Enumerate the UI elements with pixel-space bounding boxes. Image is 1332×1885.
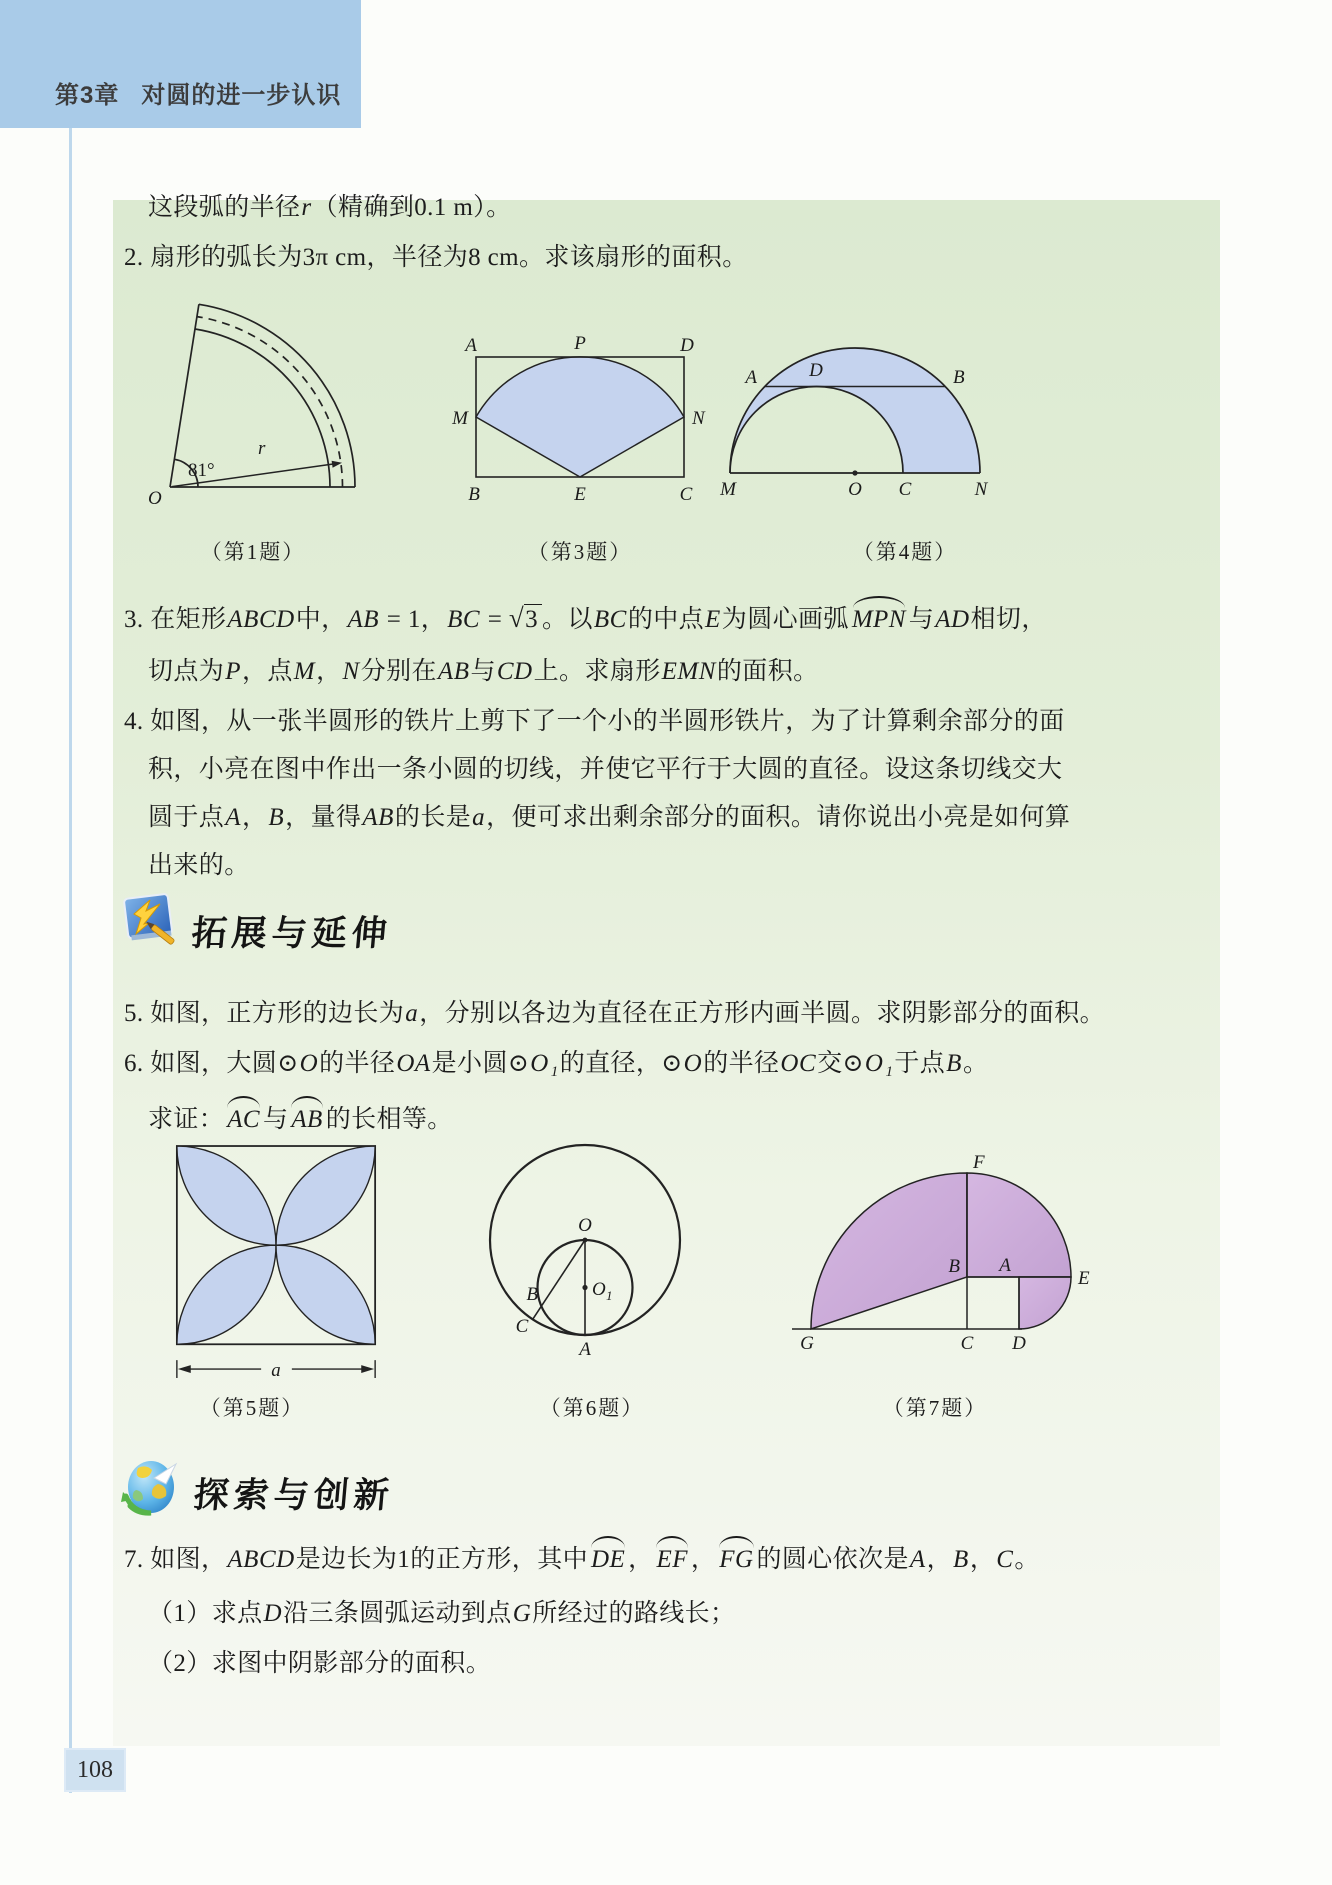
- label-G: G: [800, 1333, 814, 1354]
- chapter-header: [0, 0, 361, 128]
- problem6-line1: 6. 如图，大圆⊙O的半径OA是小圆⊙O 1的直径，⊙O的半径OC交⊙O 1于点B。: [124, 1050, 989, 1080]
- label-B: B: [953, 367, 965, 388]
- extend-section-title: 拓展与延伸: [190, 914, 394, 953]
- sector-EMN: [476, 357, 684, 477]
- shaded-quarter-FG: [811, 1173, 967, 1329]
- label-D: D: [1012, 1333, 1026, 1354]
- angle-label: 81°: [188, 460, 215, 481]
- petal-top-left: [177, 1146, 276, 1245]
- shaded-quarter-EF: [967, 1173, 1071, 1277]
- problem3-line1: 3. 在矩形ABCD中，AB = 1，BC = √3 。以BC的中点E为圆心画弧 MPN 与AD相切，: [124, 600, 1047, 638]
- figure-problem4: [695, 345, 1015, 505]
- explore-icon: [118, 1450, 184, 1520]
- shaded-quarter-DE: [1019, 1277, 1071, 1329]
- problem3-line2: 切点为P，点M，N分别在AB与CD上。求扇形EMN的面积。: [148, 658, 819, 685]
- label-B: B: [948, 1256, 960, 1277]
- problem4-line4: 出来的。: [148, 852, 250, 879]
- figure-problem6: [468, 1138, 702, 1372]
- dim-arrow-right: [361, 1365, 374, 1373]
- problem7-line3: （2）求图中阴影部分的面积。: [148, 1650, 492, 1677]
- label-D: D: [680, 335, 694, 356]
- explore-section-title: 探索与创新: [192, 1476, 396, 1515]
- label-C: C: [515, 1316, 529, 1337]
- label-F: F: [973, 1152, 985, 1173]
- chapter-number: 第3章: [55, 82, 120, 109]
- figure-problem1: [140, 292, 450, 510]
- label-B: B: [468, 484, 480, 505]
- label-E: E: [1078, 1268, 1090, 1289]
- figure5-caption: （第5题）: [199, 1396, 305, 1420]
- mid-dashed-arc: [197, 317, 343, 487]
- label-A: A: [465, 335, 477, 356]
- label-O: O: [848, 479, 862, 500]
- outer-arc: [199, 304, 355, 487]
- r-label: r: [258, 438, 266, 459]
- label-C: C: [898, 479, 912, 500]
- origin-label: O: [148, 488, 162, 509]
- label-E: E: [574, 484, 586, 505]
- label-N: N: [692, 408, 705, 429]
- figure4-caption: （第4题）: [852, 540, 958, 564]
- figure-problem7: [752, 1152, 1097, 1362]
- petal-bottom-left: [177, 1245, 276, 1344]
- problem4-line1: 4. 如图，从一张半圆形的铁片上剪下了一个小的半圆形铁片，为了计算剩余部分的面: [124, 708, 1065, 735]
- problem4-line3: 圆于点A，B，量得AB的长是a，便可求出剩余部分的面积。请你说出小亮是如何算: [148, 804, 1071, 831]
- figure1-caption: （第1题）: [200, 540, 306, 564]
- label-O1: O: [592, 1279, 606, 1300]
- r-arrowhead: [332, 461, 342, 468]
- problem4-line2: 积，小亮在图中作出一条小圆的切线，并使它平行于大圆的直径。设这条切线交大: [148, 756, 1063, 783]
- extend-icon: [120, 888, 184, 954]
- inner-arc: [195, 329, 330, 487]
- problem7-line2: （1）求点D沿三条圆弧运动到点G所经过的路线长；: [148, 1600, 736, 1627]
- petal-top-right: [276, 1146, 375, 1245]
- figure7-caption: （第7题）: [882, 1396, 988, 1420]
- figure-problem3: [430, 335, 730, 505]
- label-M: M: [452, 408, 468, 429]
- label-A: A: [999, 1255, 1011, 1276]
- figure-problem5: [162, 1142, 390, 1382]
- label-C: C: [679, 484, 693, 505]
- label-O1-sub: 1: [606, 1288, 613, 1303]
- label-P: P: [574, 335, 586, 354]
- label-M: M: [720, 479, 736, 500]
- petal-bottom-right: [276, 1245, 375, 1344]
- dim-arrow-left: [178, 1365, 191, 1373]
- label-A: A: [745, 367, 757, 388]
- center-O-dot: [852, 470, 857, 475]
- label-D: D: [809, 360, 823, 381]
- chapter-title: 对圆的进一步认识: [141, 82, 342, 109]
- page-number: 108: [64, 1748, 126, 1792]
- shaded-crescent: [730, 348, 980, 473]
- chapter-header-text: [55, 75, 341, 110]
- label-a: a: [271, 1360, 281, 1381]
- problem1-tail-line: 这段弧的半径r（精确到0.1 m）。: [148, 194, 512, 221]
- label-B: B: [526, 1284, 538, 1305]
- label-C: C: [960, 1333, 974, 1354]
- figure3-caption: （第3题）: [527, 540, 633, 564]
- problem7-line1: 7. 如图，ABCD是边长为1的正方形，其中 DE ， EF ， FG 的圆心依次是A，B，C。: [124, 1542, 1040, 1578]
- problem2-line: 2. 扇形的弧长为3π cm，半径为8 cm。求该扇形的面积。: [124, 244, 748, 271]
- label-N: N: [974, 479, 988, 500]
- label-O: O: [578, 1215, 592, 1236]
- line-OC: [533, 1240, 585, 1319]
- problem5-line: 5. 如图，正方形的边长为a，分别以各边为直径在正方形内画半圆。求阴影部分的面积。: [124, 1000, 1106, 1027]
- margin-rule: [69, 128, 72, 1793]
- center-O1-dot: [582, 1285, 587, 1290]
- center-O-dot: [583, 1238, 588, 1243]
- label-A: A: [579, 1339, 591, 1360]
- problem6-line2: 求证： AC 与 AB 的长相等。: [148, 1102, 453, 1138]
- figure6-caption: （第6题）: [539, 1396, 645, 1420]
